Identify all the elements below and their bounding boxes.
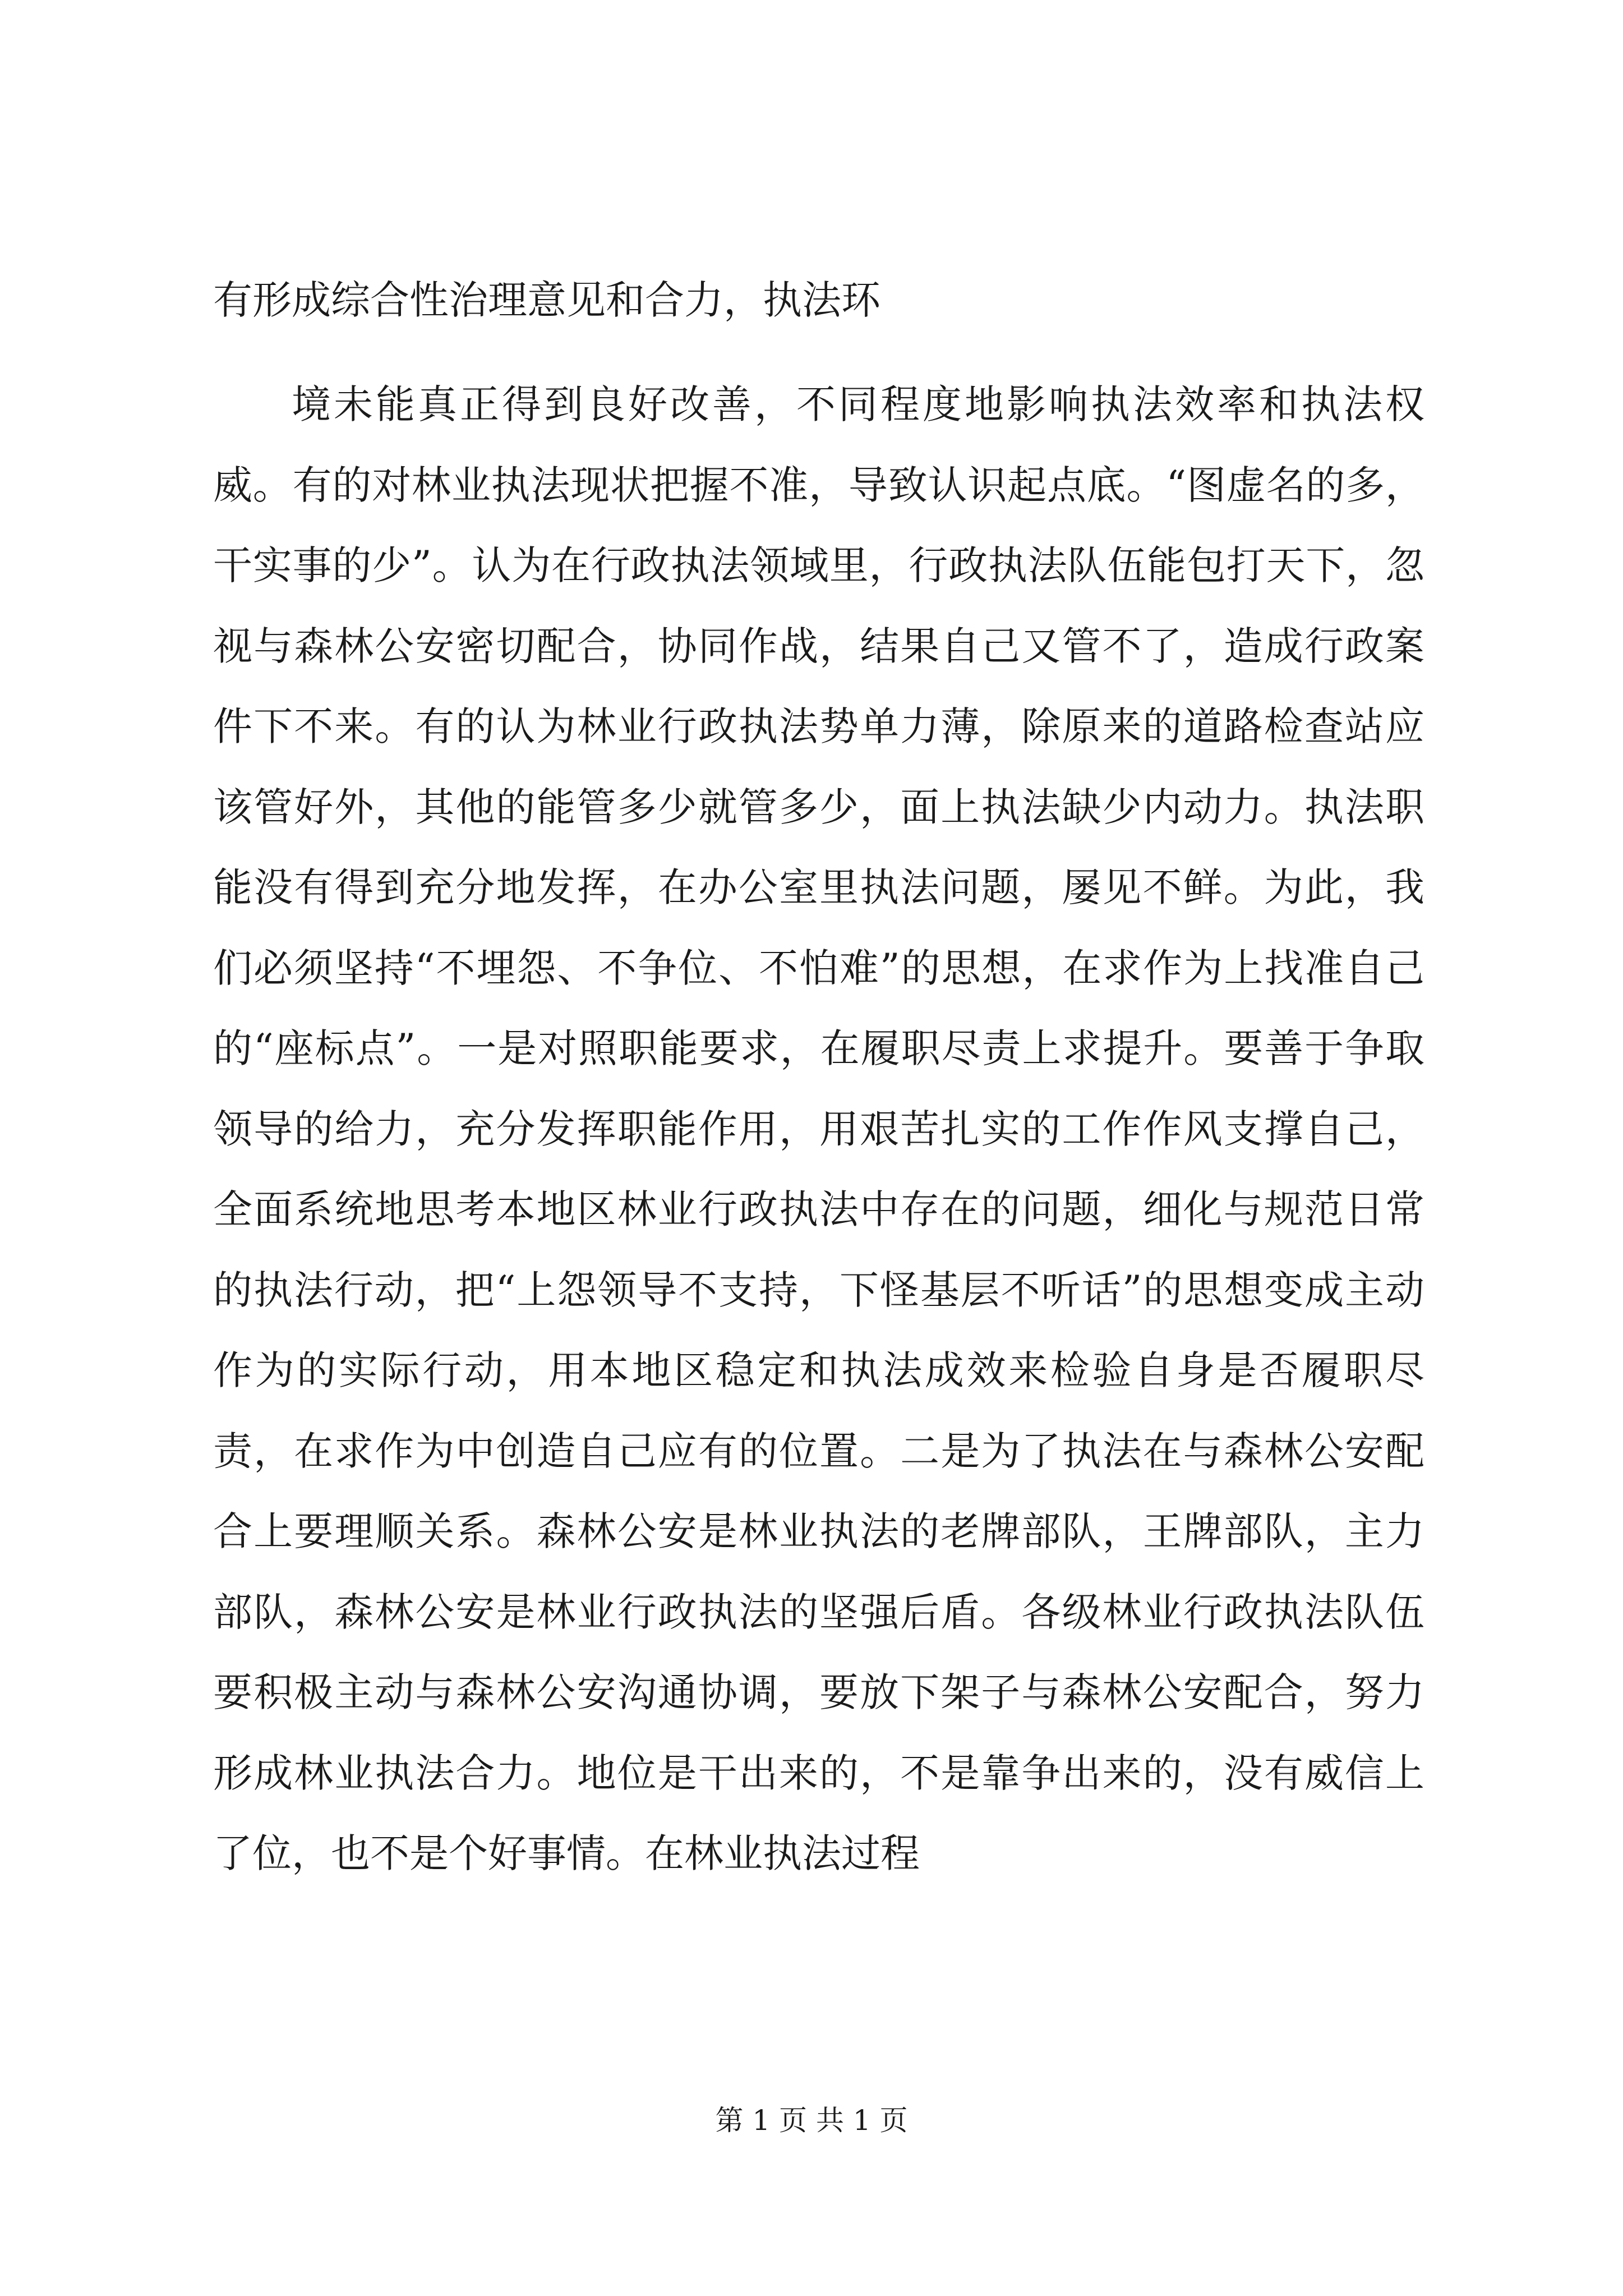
document-first-line: 有形成综合性治理意见和合力，执法环 (213, 277, 880, 323)
document-paragraph: 境未能真正得到良好改善，不同程度地影响执法效率和执法权威。有的对林业执法现状把握不准，导致认识起点底。“图虚名的多，干实事的少”。认为在行政执法领域里，行政执法队伍能包打天下，忽视与森林公安密切配合，协同作战，结果自己又管不了，造成行政案件下不来。有的认为林业行政执法势单力薄，除原来的道路检查站应该管好外，其他的能管多少就管多少，面上执法缺少内动力。执法职能没有得到充分地发挥，在办公室里执法问题，屡见不鲜。为此，我们必须坚持“不埋怨、不争位、不怕难”的思想，在求作为上找准自己的“座标点”。一是对照职能要求，在履职尽责上求提升。要善于争取领导的给力，充分发挥职能作用，用艰苦扎实的工作作风支撑自己，全面系统地思考本地区林业行政执法中存在的问题，细化与规范日常的执法行动，把“上怨领导不支持，下怪基层不听话”的思想变成主动作为的实际行动，用本地区稳定和执法成效来检验自身是否履职尽责，在求作为中创造自己应有的位置。二是为了执法在与森林公安配合上要理顺关系。森林公安是林业执法的老牌部队，王牌部队，主力部队，森林公安是林业行政执法的坚强后盾。各级林业行政执法队伍要积极主动与森林公安沟通协调，要放下架子与森林公安配合，努力形成林业执法合力。地位是干出来的，不是靠争出来的，没有威信上了位，也不是个好事情。在林业执法过程 (213, 381, 1424, 1876)
page-number-footer: 第 1 页 共 1 页 (715, 2104, 908, 2137)
